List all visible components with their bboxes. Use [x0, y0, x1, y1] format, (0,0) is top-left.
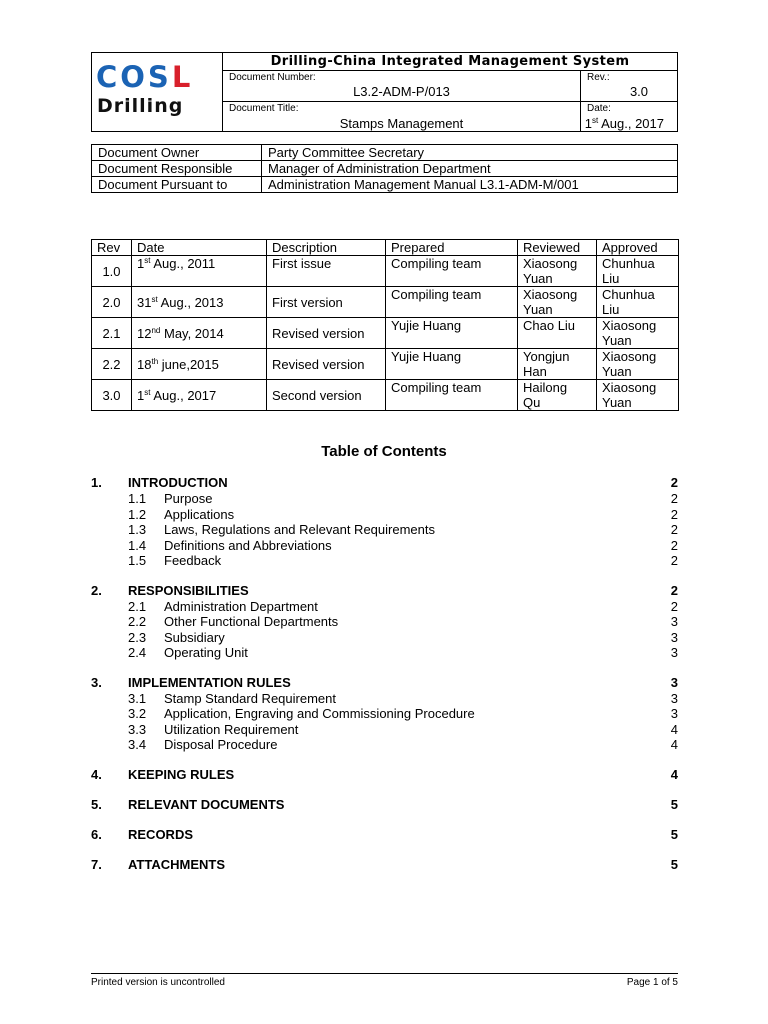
rev-approved-line: Xiaosong [602, 380, 657, 395]
rev-reviewed-line: Han [523, 364, 547, 379]
rev-reviewed [518, 287, 597, 318]
toc-subsection-page: 2 [670, 553, 678, 568]
toc-spacer [91, 843, 678, 857]
rev-number: 2.1 [92, 318, 132, 349]
rev-approved-line: Yuan [602, 364, 632, 379]
toc-title: Table of Contents [321, 443, 447, 460]
toc-section-number: 5. [91, 796, 102, 812]
date-suffix: st [591, 115, 599, 125]
toc-section-page: 4 [670, 766, 678, 782]
column-header: Prepared [386, 240, 518, 256]
logo-cosl-blue-part: COS [96, 60, 172, 94]
toc-subsection-number: 1.5 [128, 553, 147, 568]
toc-section-number: 7. [91, 856, 102, 872]
toc-subsection-title: Definitions and Abbreviations [164, 537, 332, 553]
rev-reviewed-line: Yuan [523, 271, 553, 286]
toc-section [91, 767, 678, 783]
document-number-cell [223, 71, 581, 101]
date-rest: Aug., 2017 [598, 115, 664, 131]
revision-label: Rev.: [587, 72, 610, 84]
rev-approved-line: Chunhua [602, 256, 655, 271]
toc-section-page: 5 [670, 856, 678, 872]
rev-prepared: Yujie Huang [386, 318, 518, 349]
rev-reviewed-line: Xiaosong [523, 287, 578, 302]
date-day: 1 [584, 115, 592, 131]
column-header: Approved [597, 240, 679, 256]
toc-section-title: RECORDS [128, 826, 194, 842]
toc-section-title: IMPLEMENTATION RULES [128, 674, 291, 690]
toc-subsection-number: 3.3 [128, 721, 147, 737]
toc-subsection [91, 491, 678, 507]
toc-subsection-number: 1.4 [128, 537, 147, 553]
rev-date-day: 18 [137, 356, 152, 372]
column-header: Description [267, 240, 386, 256]
rev-prepared: Compiling team [386, 256, 518, 287]
toc-section [91, 827, 678, 843]
rev-number: 1.0 [92, 256, 132, 287]
toc-subsection [91, 599, 678, 615]
revision-row [92, 256, 679, 287]
rev-approved [597, 349, 679, 380]
column-header: Reviewed [518, 240, 597, 256]
column-header: Rev [92, 240, 132, 256]
document-title: Stamps Management [339, 115, 464, 131]
rev-number: 2.0 [92, 287, 132, 318]
toc-subsection-number: 3.2 [128, 706, 147, 721]
toc-spacer [91, 783, 678, 797]
rev-prepared: Compiling team [386, 380, 518, 411]
rev-reviewed-line: Hailong [523, 380, 568, 395]
rev-date [132, 287, 267, 318]
toc-section-title: RESPONSIBILITIES [128, 582, 249, 598]
rev-date [132, 380, 267, 411]
toc-subsection-title: Other Functional Departments [164, 614, 339, 629]
toc-subsection-page: 2 [670, 598, 678, 614]
toc-subsection-number: 1.2 [128, 506, 147, 522]
footer-uncontrolled-note: Printed version is uncontrolled [91, 977, 225, 988]
rev-date-rest: Aug., 2013 [157, 294, 224, 310]
revision-row [92, 318, 679, 349]
rev-date-rest: june,2015 [158, 356, 219, 372]
toc-section-page: 2 [670, 582, 678, 598]
rev-reviewed-line: Xiaosong [523, 256, 578, 271]
rev-reviewed-line: Qu [523, 395, 541, 410]
table-of-contents [91, 475, 678, 873]
company-logo [92, 53, 223, 132]
rev-approved-line: Xiaosong [602, 349, 657, 364]
toc-subsection-number: 2.3 [128, 629, 147, 645]
toc-section-page: 5 [670, 796, 678, 812]
footer-page-number: Page 1 of 5 [626, 977, 678, 988]
date-value [585, 116, 677, 131]
toc-subsection-page: 2 [670, 537, 678, 553]
rev-approved-line: Liu [602, 302, 620, 317]
toc-subsection-number: 1.3 [128, 522, 147, 537]
rev-date-suffix: nd [151, 325, 161, 335]
rev-approved [597, 287, 679, 318]
toc-section-number: 3. [91, 674, 102, 690]
rev-approved-line: Liu [602, 271, 620, 286]
toc-subsection [91, 630, 678, 646]
date-cell [581, 101, 678, 131]
revision-cell [581, 71, 678, 101]
toc-section-title: ATTACHMENTS [128, 856, 226, 872]
toc-subsection-page: 4 [670, 737, 678, 752]
column-header: Date [132, 240, 267, 256]
toc-section-number: 2. [91, 582, 102, 598]
toc-subsection-title: Laws, Regulations and Relevant Requirements [164, 522, 435, 537]
rev-prepared: Compiling team [386, 287, 518, 318]
toc-subsection [91, 691, 678, 707]
toc-subsection [91, 737, 678, 753]
toc-subsection [91, 553, 678, 569]
toc-subsection [91, 722, 678, 738]
toc-subsection [91, 614, 678, 630]
rev-description: First version [267, 287, 386, 318]
toc-subsection-page: 2 [670, 506, 678, 522]
toc-spacer [91, 661, 678, 675]
rev-approved-line: Yuan [602, 395, 632, 410]
rev-description: First issue [267, 256, 386, 287]
owner-key: Document Responsible [92, 161, 262, 177]
rev-description: Second version [267, 380, 386, 411]
toc-section [91, 797, 678, 813]
toc-subsection-number: 2.1 [128, 598, 147, 614]
revision-value: 3.0 [629, 84, 649, 100]
toc-section [91, 583, 678, 599]
toc-subsection-title: Applications [164, 506, 235, 522]
rev-description: Revised version [267, 349, 386, 380]
logo-cosl-red-part: L [171, 60, 194, 94]
toc-subsection-number: 1.1 [128, 491, 147, 506]
logo-cosl-text [96, 61, 193, 93]
rev-date-day: 1 [137, 387, 145, 403]
toc-section-title: KEEPING RULES [128, 766, 235, 782]
toc-subsection [91, 507, 678, 523]
toc-subsection-number: 2.4 [128, 645, 147, 660]
rev-reviewed [518, 318, 597, 349]
toc-subsection-page: 3 [670, 690, 678, 706]
rev-date-suffix: st [144, 256, 151, 265]
toc-spacer [91, 813, 678, 827]
owner-value: Party Committee Secretary [262, 145, 678, 161]
rev-description: Revised version [267, 318, 386, 349]
rev-reviewed [518, 380, 597, 411]
revision-header-row [92, 240, 679, 256]
toc-subsection-title: Operating Unit [164, 645, 248, 660]
rev-date [132, 349, 267, 380]
revision-row [92, 349, 679, 380]
toc-subsection-title: Stamp Standard Requirement [164, 690, 336, 706]
toc-section-page: 2 [670, 475, 678, 490]
toc-subsection-page: 3 [670, 629, 678, 645]
rev-date-day: 31 [137, 294, 152, 310]
owner-key: Document Owner [92, 145, 262, 161]
toc-section [91, 475, 678, 491]
rev-date-suffix: st [151, 294, 158, 304]
rev-date-suffix: th [151, 356, 159, 366]
owner-key: Document Pursuant to [92, 177, 262, 193]
rev-date-suffix: st [144, 387, 151, 397]
toc-section [91, 675, 678, 691]
rev-date [132, 318, 267, 349]
toc-subsection [91, 645, 678, 661]
toc-section-number: 1. [91, 475, 102, 490]
rev-date-rest: Aug., 2011 [150, 256, 216, 271]
rev-approved-line: Chunhua [602, 287, 655, 302]
document-title-cell [223, 101, 581, 131]
toc-subsection [91, 706, 678, 722]
toc-subsection-page: 2 [670, 491, 678, 506]
toc-section [91, 857, 678, 873]
document-number-label: Document Number: [229, 72, 316, 84]
rev-date-day: 12 [137, 325, 152, 341]
revision-row [92, 287, 679, 318]
footer-divider [91, 973, 678, 974]
rev-date-rest: Aug., 2017 [150, 387, 217, 403]
rev-approved-line: Yuan [602, 333, 632, 348]
system-title: Drilling-China Integrated Management System [223, 53, 678, 71]
rev-reviewed-line: Yuan [523, 302, 553, 317]
logo-drilling-text: Drilling [97, 95, 184, 117]
toc-subsection-title: Feedback [164, 553, 222, 568]
toc-subsection-title: Utilization Requirement [164, 721, 299, 737]
rev-approved-line: Xiaosong [602, 318, 657, 333]
toc-subsection [91, 522, 678, 538]
toc-section-number: 4. [91, 766, 102, 782]
rev-date [132, 256, 267, 287]
owner-row [92, 161, 678, 177]
toc-subsection-page: 3 [670, 645, 678, 660]
document-number: L3.2-ADM-P/013 [353, 84, 450, 100]
toc-section-page: 5 [670, 826, 678, 842]
toc-spacer [91, 569, 678, 583]
toc-section-page: 3 [670, 674, 678, 690]
toc-subsection-title: Application, Engraving and Commissioning Procedure [164, 706, 475, 721]
rev-reviewed-line: Yongjun [523, 349, 570, 364]
toc-subsection-number: 2.2 [128, 614, 147, 629]
owner-value: Manager of Administration Department [262, 161, 678, 177]
toc-subsection-title: Subsidiary [164, 629, 225, 645]
rev-number: 3.0 [92, 380, 132, 411]
rev-reviewed [518, 256, 597, 287]
rev-prepared: Yujie Huang [386, 349, 518, 380]
toc-subsection-page: 3 [670, 706, 678, 721]
rev-approved [597, 256, 679, 287]
toc-subsection-number: 3.4 [128, 737, 147, 752]
toc-subsection-title: Disposal Procedure [164, 737, 278, 752]
rev-approved [597, 318, 679, 349]
toc-subsection-page: 4 [670, 721, 678, 737]
owner-row [92, 145, 678, 161]
toc-subsection-page: 3 [670, 614, 678, 629]
owner-row [92, 177, 678, 193]
owner-value: Administration Management Manual L3.1-ADM-M/001 [262, 177, 678, 193]
toc-subsection-number: 3.1 [128, 690, 147, 706]
toc-subsection [91, 538, 678, 554]
rev-number: 2.2 [92, 349, 132, 380]
toc-subsection-title: Administration Department [164, 598, 318, 614]
revision-row [92, 380, 679, 411]
rev-date-rest: May, 2014 [160, 325, 224, 341]
date-label: Date: [587, 102, 611, 114]
toc-section-title: INTRODUCTION [128, 475, 228, 490]
toc-section-number: 6. [91, 826, 102, 842]
rev-reviewed-line: Chao Liu [523, 318, 576, 333]
toc-spacer [91, 753, 678, 767]
document-owner-table [91, 144, 678, 193]
toc-section-title: RELEVANT DOCUMENTS [128, 796, 285, 812]
document-title-label: Document Title: [229, 102, 299, 114]
toc-subsection-page: 2 [670, 522, 678, 537]
document-header [91, 52, 678, 132]
rev-approved [597, 380, 679, 411]
rev-date-day: 1 [137, 256, 145, 271]
rev-reviewed [518, 349, 597, 380]
revision-history-table [91, 239, 679, 411]
toc-subsection-title: Purpose [164, 491, 213, 506]
